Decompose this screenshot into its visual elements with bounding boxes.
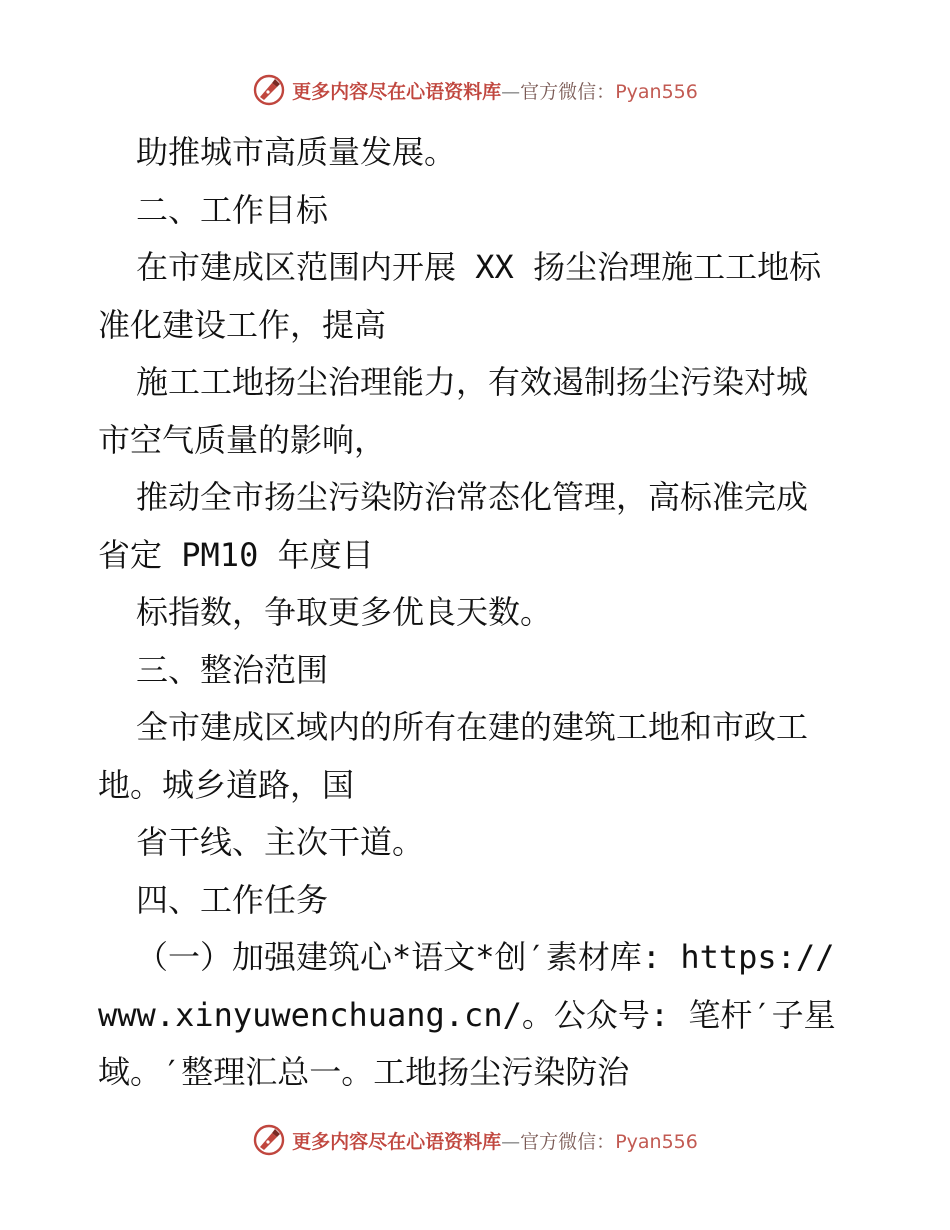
paragraph-line: 地。城乡道路，国 (98, 765, 355, 804)
banner-inner (252, 1123, 698, 1157)
banner-separator: — (501, 1130, 521, 1153)
paragraph-line: 市空气质量的影响， (98, 420, 387, 459)
banner-wechat-label: 官方微信： (520, 80, 616, 103)
paragraph-line: 省干线、主次干道。 (136, 823, 425, 861)
paragraph-line: www.xinyuwenchuang.cn/。公众号: 笔杆′子星 (98, 995, 836, 1034)
paragraph-line: 省定 PM10 年度目 (98, 535, 374, 574)
section-heading: 二、工作目标 (136, 190, 329, 229)
section-heading: 三、整治范围 (136, 650, 329, 689)
section-heading: 四、工作任务 (136, 880, 329, 919)
paragraph-line: 助推城市高质量发展。 (136, 133, 457, 171)
header-watermark-banner (0, 70, 950, 110)
banner-text (292, 1127, 698, 1154)
banner-inner (252, 73, 698, 107)
banner-wechat-id: Pyan556 (615, 80, 698, 103)
paragraph-line: 全市建成区域内的所有在建的建筑工地和市政工 (136, 708, 809, 746)
pen-nib-logo-icon (252, 1123, 286, 1157)
footer-watermark-banner (0, 1120, 950, 1160)
paragraph-line: 标指数，争取更多优良天数。 (136, 593, 553, 631)
banner-wechat-id: Pyan556 (615, 1130, 698, 1153)
paragraph-line: 域。′整理汇总一。工地扬尘污染防治 (98, 1053, 630, 1091)
pen-nib-logo-icon (252, 73, 286, 107)
document-body (98, 124, 858, 1102)
banner-main-text: 更多内容尽在心语资料库 (292, 80, 502, 103)
paragraph-line: 推动全市扬尘污染防治常态化管理，高标准完成 (136, 478, 809, 516)
banner-separator: — (501, 80, 521, 103)
paragraph-line: 准化建设工作，提高 (98, 305, 387, 344)
paragraph-line: 在市建成区范围内开展 XX 扬尘治理施工工地标 (136, 248, 822, 286)
banner-text (292, 77, 698, 104)
banner-wechat-label: 官方微信： (520, 1130, 616, 1153)
paragraph-line: （一）加强建筑心*语文*创′素材库: https:// (136, 938, 835, 976)
banner-main-text: 更多内容尽在心语资料库 (292, 1130, 502, 1153)
paragraph-line: 施工工地扬尘治理能力，有效遏制扬尘污染对城 (136, 363, 809, 401)
